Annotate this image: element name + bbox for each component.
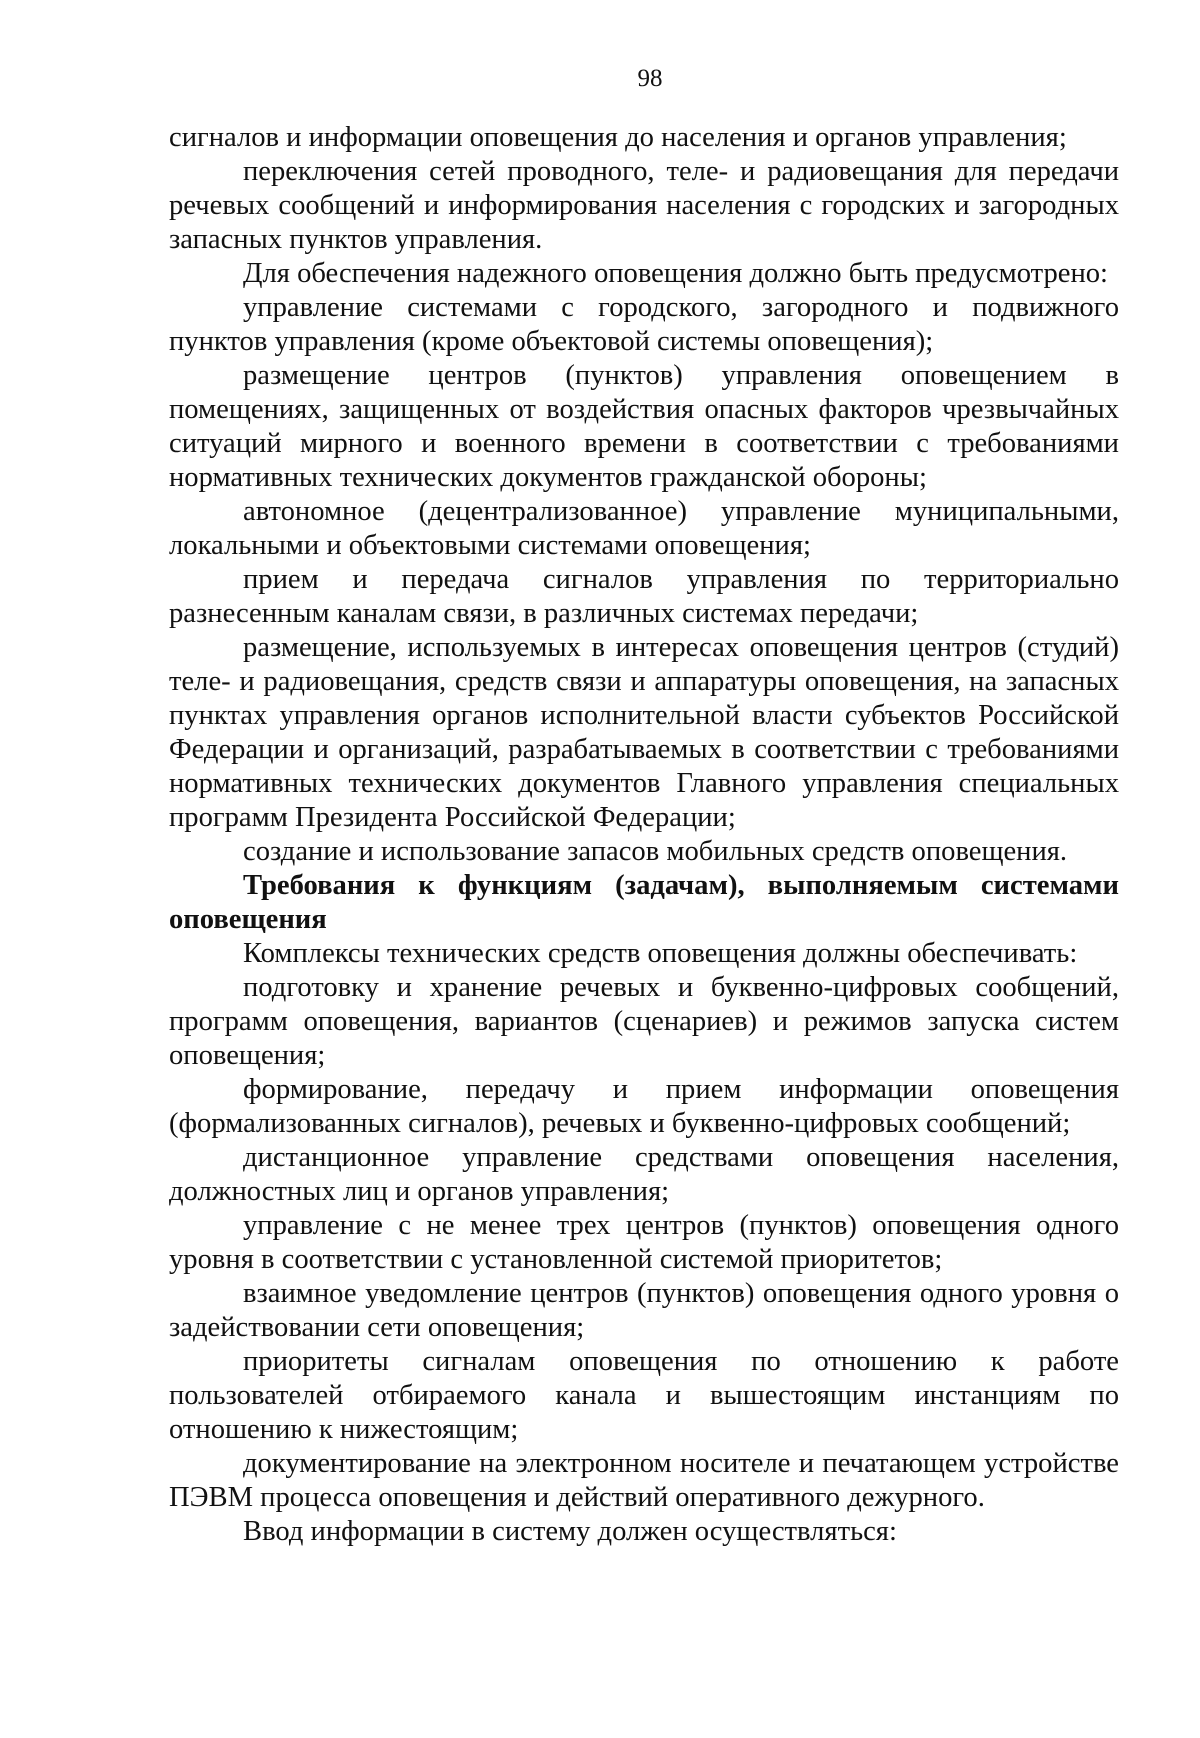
paragraph-continuation: сигналов и информации оповещения до населения и органов управления; [169, 122, 1067, 153]
paragraph: Ввод информации в систему должен осуществляться: [243, 1516, 897, 1547]
paragraph: размещение центров (пунктов) управления оповещением в помещениях, защищенных от воздействия опасных факторов чрезвычайных ситуаций мирного и военного времени в соответствии с требованиями нормативных технических документов гражданской обороны; [169, 360, 1119, 493]
paragraph: взаимное уведомление центров (пунктов) оповещения одного уровня о задействовании сети оповещения; [169, 1278, 1119, 1343]
paragraph: автономное (децентрализованное) управление муниципальными, локальными и объектовыми системами оповещения; [169, 496, 1119, 561]
paragraph: создание и использование запасов мобильных средств оповещения. [243, 836, 1068, 867]
paragraph: размещение, используемых в интересах оповещения центров (студий) теле- и радиовещания, средств связи и аппаратуры оповещения, на запасных пунктах управления органов исполнительной власти субъектов Российской Федерации и организаций, разрабатываемых в соответствии с требованиями нормативных технических документов Главного управления специальных программ Президента Российской Федерации; [169, 632, 1119, 833]
paragraph: управление системами с городского, загородного и подвижного пунктов управления (кроме объектовой системы оповещения); [169, 292, 1119, 357]
paragraph: управление с не менее трех центров (пунктов) оповещения одного уровня в соответствии с установленной системой приоритетов; [169, 1210, 1119, 1275]
paragraph: документирование на электронном носителе и печатающем устройстве ПЭВМ процесса оповещения и действий оперативного дежурного. [169, 1448, 1119, 1513]
paragraph: дистанционное управление средствами оповещения населения, должностных лиц и органов управления; [169, 1142, 1119, 1207]
paragraph: Комплексы технических средств оповещения должны обеспечивать: [243, 938, 1078, 969]
paragraph: прием и передача сигналов управления по территориально разнесенным каналам связи, в различных системах передачи; [169, 564, 1119, 629]
paragraph: приоритеты сигналам оповещения по отношению к работе пользователей отбираемого канала и вышестоящим инстанциям по отношению к нижестоящим; [169, 1346, 1119, 1445]
paragraph: Для обеспечения надежного оповещения должно быть предусмотрено: [243, 258, 1109, 289]
page-number: 98 [637, 65, 663, 92]
section-heading: Требования к функциям (задачам), выполняемым системами оповещения [169, 870, 1119, 935]
paragraph: подготовку и хранение речевых и буквенно-цифровых сообщений, программ оповещения, вариантов (сценариев) и режимов запуска систем оповещения; [169, 972, 1119, 1071]
paragraph: формирование, передачу и прием информации оповещения (формализованных сигналов), речевых и буквенно-цифровых сообщений; [169, 1074, 1119, 1139]
document-body [169, 121, 1119, 1549]
paragraph: переключения сетей проводного, теле- и радиовещания для передачи речевых сообщений и информирования населения с городских и загородных запасных пунктов управления. [169, 156, 1119, 255]
